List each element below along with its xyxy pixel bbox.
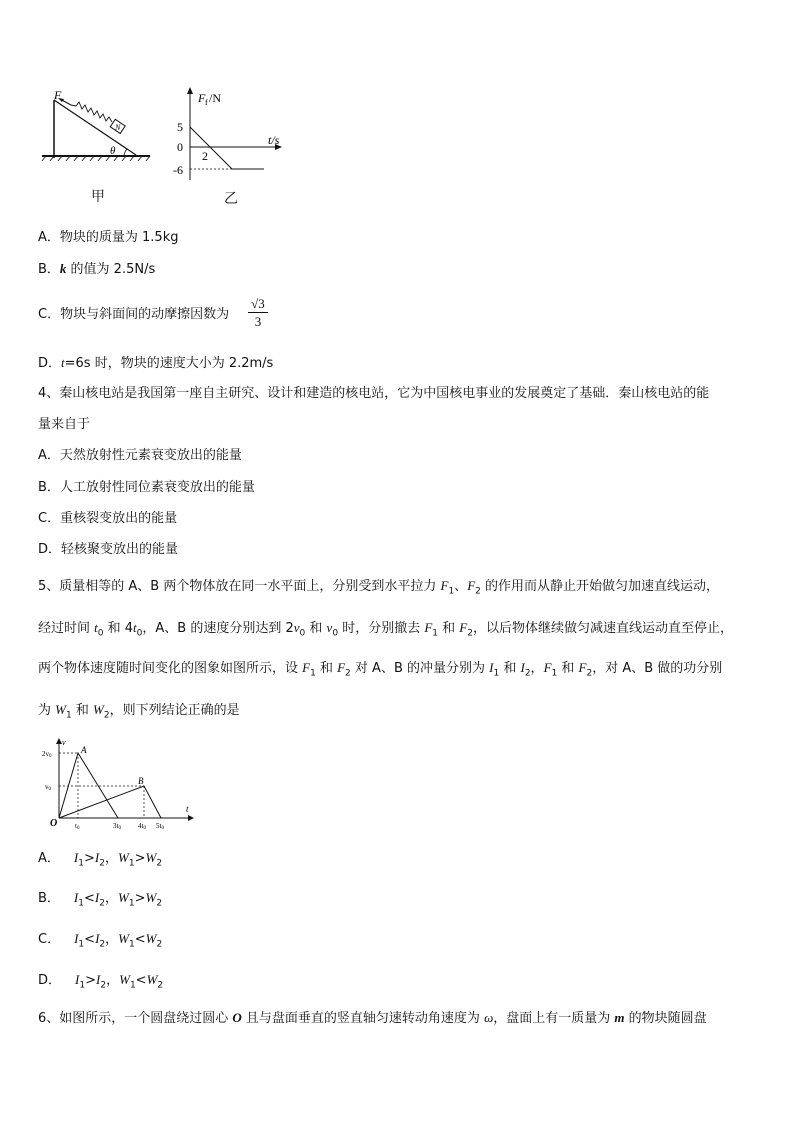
q5-sub: 0 [136,628,143,639]
q5-text: 和 [438,621,460,636]
angle-arc [124,149,127,156]
q5-text: ，对 A、B 做的功分别 [592,661,723,676]
q5-sub: 2 [99,858,105,869]
q6-text: 且与盘面垂直的竖直轴匀速转动角速度为 [241,1011,485,1026]
spring [71,102,112,122]
q5-op: > [134,891,146,906]
q5-text: 和 [315,661,338,676]
ylabel-F: F [198,91,206,105]
q5-i2: I [520,660,525,675]
graph-slope [190,127,232,169]
q5-w2: W [145,890,157,905]
q5-t0: t [133,620,137,635]
figure-yi-graph [172,84,282,184]
q5-f1: F [543,660,552,675]
q5-i2: I [94,890,100,905]
q5-option-label: B． [38,891,60,906]
q5-v0: v [293,620,300,635]
q5-sub: 2 [99,939,106,950]
q5-text: 和 4 [103,621,134,636]
vt-line-B [59,786,161,818]
q5-comma: ， [106,973,120,988]
q5-w2: W [146,972,158,987]
q5-text: 和 [557,661,579,676]
q5-sub: 1 [493,668,500,679]
vt-tick-t0: t0 [75,822,80,831]
q5-t0: t [94,620,98,635]
q5-sub: 2 [467,628,473,639]
q5-sub: 1 [78,898,84,909]
q5-text: 和 [305,621,327,636]
q5-v0: v [326,620,333,635]
label-N: N [115,123,121,132]
q5-w2: W [92,702,104,717]
q5-text: 5、质量相等的 A、B 两个物体放在同一水平面上，分别受到水平拉力 [38,579,441,594]
q5-option-label: D． [38,973,62,988]
q5-text: 和 [499,661,521,676]
q3-option-a: A．物块的质量为 1.5kg [38,230,179,245]
q5-i2: I [95,931,100,946]
figure-jia-incline [38,88,158,168]
tick-minus6: -6 [173,163,183,177]
q3-option-b [38,261,155,278]
q5-op: < [84,932,96,947]
caption-jia: 甲 [91,189,105,205]
q4-option-a: A．天然放射性元素衰变放出的能量 [38,448,242,463]
q5-sub: 2 [99,898,105,909]
q5-option-c [38,931,162,953]
q5-op: > [83,851,95,866]
q5-i1: I [75,972,80,987]
q5-sub: 1 [79,980,86,991]
q5-sub: 1 [128,898,135,909]
q5-option-a [38,850,162,872]
q5-f1: F [440,578,449,593]
q3-d-prefix: D． [38,356,62,371]
q3-option-d [38,355,273,372]
vt-label-v: v [62,738,66,747]
q5-option-d [38,972,163,994]
q5-f2: F [467,578,476,593]
q5-text: 为 [38,703,56,718]
vt-tick-v0: v0 [45,783,51,792]
q5-op: < [134,932,146,947]
q5-text: ，A、B 的速度分别达到 2 [142,621,294,636]
q4-stem-line2: 量来自于 [38,417,91,432]
q3-c-text: C．物块与斜面间的动摩擦因数为 [38,307,230,322]
q3-b-prefix: B． [38,262,60,277]
q5-sub: 2 [157,980,164,991]
q4-option-b: B．人工放射性同位素衰变放出的能量 [38,480,255,495]
q5-option-label: C． [38,932,61,947]
q5-sub: 2 [524,668,531,679]
q3-c-fraction [248,295,268,330]
q5-comma: ， [104,851,118,866]
q5-w2: W [145,931,157,946]
vt-label-t: t [186,804,189,814]
vt-tick-4t0: 4t0 [138,822,146,831]
q3-b-k: k [59,261,67,276]
q5-stem-line4 [38,702,240,724]
q5-sub: 1 [129,939,135,950]
q5-sub: 1 [129,980,136,991]
q6-text: 6、如图所示，一个圆盘绕过圆心 [38,1011,233,1026]
q5-stem-line2 [38,620,733,642]
tick-2: 2 [202,149,208,163]
q5-text: 对 A、B 的冲量分别为 [350,661,490,676]
q5-i2: I [96,972,101,987]
q6-text: 的物块随圆盘 [624,1011,707,1026]
q5-text: ，则下列结论正确的是 [109,703,240,718]
q5-sub: 0 [332,628,339,639]
q6-m: m [614,1010,625,1025]
ylabel-sub: f [205,98,208,107]
q3-b-text: 的值为 2.5N/s [66,262,156,277]
q5-w1: W [117,850,129,865]
q5-w1: W [118,931,129,946]
q5-w1: W [119,972,130,987]
q5-sub: 1 [128,858,135,869]
q5-op: < [84,891,95,906]
q5-sub: 2 [475,586,481,597]
q5-sub: 2 [103,710,110,721]
vt-tick-5t0: 5t0 [156,822,164,831]
q5-w2: W [145,850,157,865]
q4-option-d: D．轻核聚变放出的能量 [38,542,179,557]
q6-stem-line1 [38,1010,707,1027]
q5-sub: 2 [586,668,593,679]
q5-op: < [135,973,147,988]
vt-label-O: O [50,818,58,829]
ylabel-unit: /N [209,91,221,105]
q5-option-b [38,890,162,912]
q5-sub: 2 [100,980,107,991]
tick-5: 5 [177,120,183,134]
q5-sub: 1 [78,858,84,869]
q5-comma: ， [104,891,118,906]
q5-sub: 0 [299,628,306,639]
q5-f2: F [578,660,587,675]
vt-label-A: A [81,745,87,755]
q5-w1: W [118,890,129,905]
caption-yi: 乙 [224,191,238,207]
vt-label-B: B [138,776,144,786]
q5-sub: 1 [310,668,316,679]
q5-i1: I [73,890,79,905]
q5-i1: I [74,931,79,946]
q5-i1: I [489,660,494,675]
xlabel: t/s [268,133,280,147]
q5-sub: 0 [97,628,104,639]
vt-tick-2v0: 2v0 [42,750,52,759]
q6-O: O [232,1010,242,1025]
q5-sub: 1 [448,586,455,597]
q5-op: > [85,973,96,988]
tick-0: 0 [177,140,183,154]
q5-sub: 1 [78,939,85,950]
q4-option-c: C．重核裂变放出的能量 [38,511,178,526]
q5-sub: 2 [156,858,163,869]
q5-w1: W [55,702,66,717]
q5-f1: F [424,620,433,635]
q5-op: > [134,851,146,866]
q5-sub: 1 [551,668,558,679]
q5-stem-line3 [38,660,722,682]
q5-text: 、 [454,579,468,594]
q5-text: 两个物体速度随时间变化的图象如图所示，设 [38,661,303,676]
q5-text: 和 [71,703,93,718]
fraction-numerator: √3 [248,295,268,313]
q6-text: ，盘面上有一质量为 [493,1011,615,1026]
label-theta: θ [110,145,116,157]
q5-sub: 2 [345,668,351,679]
q5-text: 经过时间 [38,621,95,636]
q5-stem-line1 [38,578,719,600]
vt-tick-3t0: 3t0 [113,822,121,831]
vt-line-A [59,753,118,818]
q3-d-t: t [61,355,65,370]
q5-sub: 2 [156,898,163,909]
fraction-denominator: 3 [254,314,262,329]
q3-d-text: =6s 时，物块的速度大小为 2.2m/s [64,356,274,371]
q5-sub: 1 [65,710,72,721]
q3-option-c [38,307,229,323]
label-F: F [54,88,62,102]
q5-text: ， [530,661,544,676]
q5-f2: F [459,620,468,635]
q5-text: 的作用而从静止开始做匀加速直线运动， [480,579,720,594]
q5-sub: 1 [432,628,439,639]
q5-i1: I [73,850,79,865]
q5-text: ，以后物体继续做匀减速直线运动直至停止， [472,621,733,636]
vt-graph [38,734,198,834]
q5-f2: F [337,660,346,675]
q4-stem-line1: 4、秦山核电站是我国第一座自主研究、设计和建造的核电站，它为中国核电事业的发展奠定了基础．秦山核电站的能 [38,386,710,401]
q5-f1: F [302,660,311,675]
q6-omega: ω [484,1010,494,1025]
q5-comma: ， [105,932,119,947]
q5-option-label: A． [38,851,60,866]
q5-sub: 2 [156,939,163,950]
q5-text: 时，分别撤去 [338,621,425,636]
q5-i2: I [94,850,100,865]
